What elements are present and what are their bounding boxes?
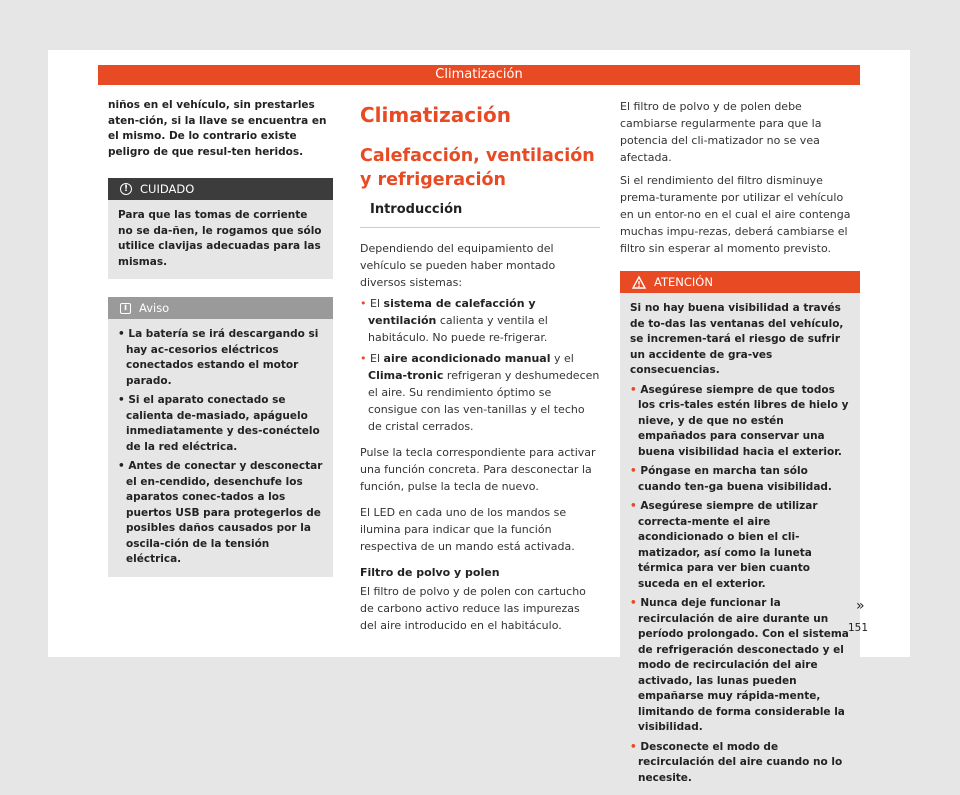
body-text	[360, 240, 600, 634]
section-title: Climatización	[360, 103, 511, 127]
atencion-header	[620, 271, 860, 293]
atencion-item: • Nunca deje funcionar la recirculación de aire durante un período prolongado. Con el sistema de refrigeración desconectado y el modo de recirculación del aire activado, las lunas pueden empañarse muy rápida-mente, limitando de forma considerable la visibilidad.	[630, 597, 849, 733]
atencion-body	[620, 293, 860, 795]
column-left	[108, 98, 333, 577]
atencion-item: • Asegúrese siempre de que todos los cris-tales estén libres de hielo y nieve, y de que no estén empañados para conservar una buena visibilidad hacia el exterior.	[630, 383, 849, 458]
paragraph: El filtro de polvo y de polen con cartucho de carbono activo reduce las impurezas del aire introducido en el habitáculo.	[360, 585, 586, 632]
exclamation-circle-icon: !	[120, 183, 132, 195]
intro-paragraph: niños en el vehículo, sin prestarles aten-ción, si la llave se encuentra en el mismo. De lo contrario existe peligro de que resul-ten heridos.	[108, 99, 327, 158]
info-icon: i	[120, 303, 131, 314]
atencion-box	[620, 271, 860, 795]
continue-marker: »	[856, 598, 865, 614]
aviso-item: • Si el aparato conectado se calienta de-masiado, apáguelo inmediatamente y des-conéctelo de la red eléctrica.	[118, 394, 320, 453]
aviso-body	[108, 319, 333, 577]
atencion-item: • Desconecte el modo de recirculación del aire cuando no lo necesite.	[630, 740, 843, 784]
aviso-header	[108, 297, 333, 319]
aviso-box	[108, 297, 333, 577]
section-subtitle: Calefacción, ventilación y refrigeración	[360, 146, 595, 190]
bullet-item: • El aire acondicionado manual y el Clima-tronic refrigeran y deshumedecen el aire. Su rendimiento óptimo se consigue con las ven-tanillas y el techo de cristal cerrados.	[360, 352, 600, 433]
paragraph: Pulse la tecla correspondiente para activar una función concreta. Para desconectar la función, pulse la tecla de nuevo.	[360, 446, 596, 493]
cuidado-title: CUIDADO	[140, 182, 195, 196]
aviso-item: • Antes de conectar y desconectar el en-cendido, desenchufe los aparatos conec-tados a los puertos USB para protegerlos de posibles daños causados por la oscila-ción de la tensión eléctrica.	[118, 460, 323, 565]
paragraph: El LED en cada uno de los mandos se ilumina para indicar que la función respectiva de un mando está activada.	[360, 506, 575, 553]
subheading: Filtro de polvo y polen	[360, 566, 500, 579]
atencion-item: • Asegúrese siempre de utilizar correcta-mente el aire acondicionado o bien el cli-matizador, así como la luneta térmica para ver bien cuanto suceda en el exterior.	[630, 500, 818, 590]
chapter-header: Climatización	[98, 65, 860, 85]
bullet-item: • El sistema de calefacción y ventilación calienta y ventila el habitáculo. No puede re-frigerar.	[360, 297, 548, 344]
cuidado-body	[108, 200, 333, 279]
cuidado-header	[108, 178, 333, 200]
paragraph: Dependiendo del equipamiento del vehículo se pueden haber montado diversos sistemas:	[360, 242, 556, 289]
atencion-item: • Póngase en marcha tan sólo cuando ten-ga buena visibilidad.	[630, 465, 832, 493]
cuidado-box	[108, 178, 333, 279]
subsection-heading: Introducción	[360, 202, 600, 228]
paragraph: Si el rendimiento del filtro disminuye prema-turamente por utilizar el vehículo en un entor-no en el cual el aire contenga muchas impu-rezas, deberá cambiarse el filtro sin esperar al momento previsto.	[620, 174, 851, 255]
paragraph: El filtro de polvo y de polen debe cambiarse regularmente para que la potencia del cli-matizador no se vea afectada.	[620, 100, 822, 164]
aviso-title: Aviso	[139, 301, 170, 315]
atencion-title: ATENCIÓN	[654, 275, 713, 289]
aviso-item: • La batería se irá descargando si hay ac-cesorios eléctricos conectados estando el motor parado.	[118, 328, 319, 387]
atencion-text: Si no hay buena visibilidad a través de to-das las ventanas del vehículo, se incremen-tará el riesgo de sufrir un accidente de gra-ves consecuencias.	[630, 302, 844, 376]
column-middle	[360, 98, 600, 634]
column-right	[620, 98, 860, 795]
cuidado-text: Para que las tomas de corriente no se da-ñen, le rogamos que sólo utilice clavijas adecuadas para las mismas.	[118, 209, 322, 268]
body-text	[620, 98, 860, 257]
page-number: 151	[848, 622, 869, 634]
warning-triangle-icon	[632, 276, 646, 289]
